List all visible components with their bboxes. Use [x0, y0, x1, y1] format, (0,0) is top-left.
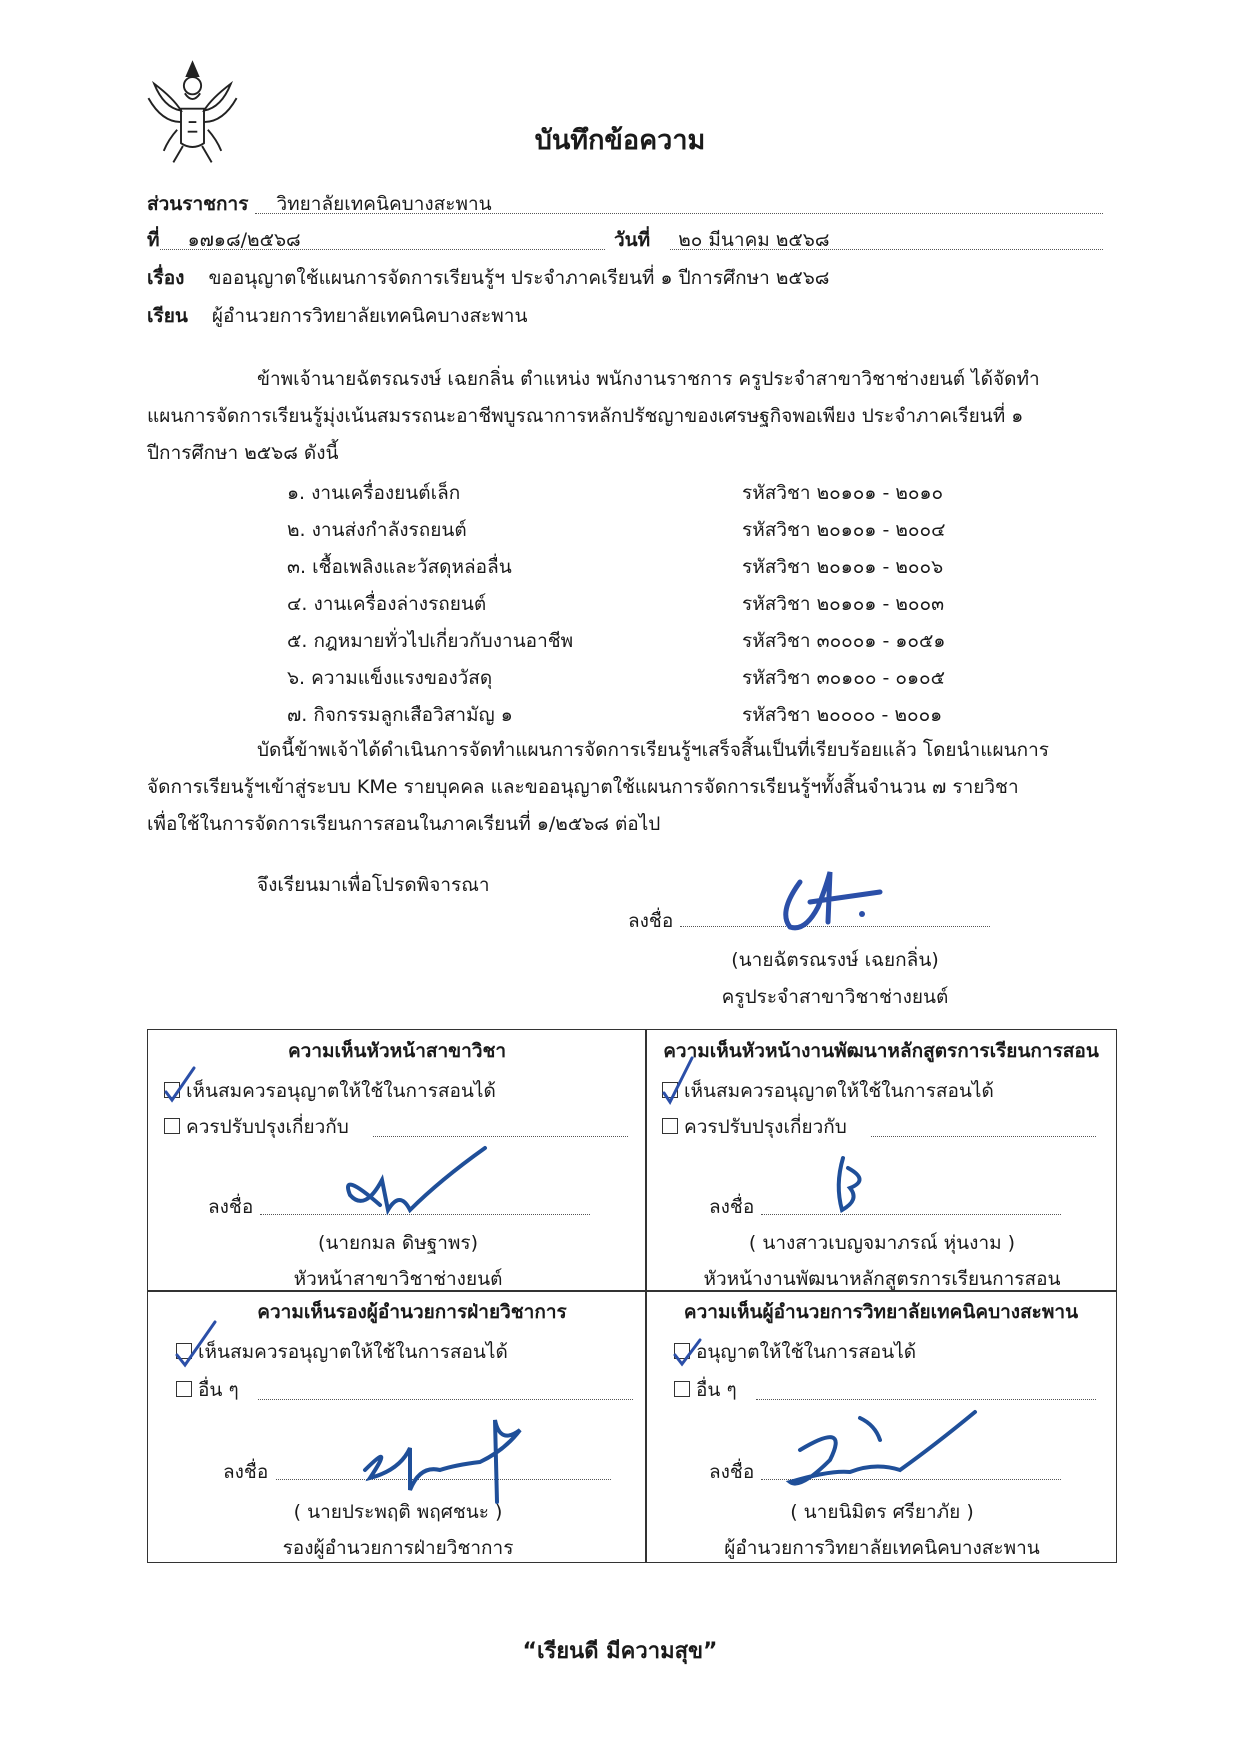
- opinion-position: ผู้อำนวยการวิทยาลัยเทคนิคบางสะพาน: [724, 1537, 1040, 1559]
- checkmark-3: [177, 1322, 215, 1365]
- closing-line: จึงเรียนมาเพื่อโปรดพิจารณา: [257, 874, 490, 896]
- sign-label: ลงชื่อ: [223, 1461, 269, 1483]
- subject-value: ขออนุญาตใช้แผนการจัดการเรียนรู้ฯ ประจำภาคเรียนที่ ๑ ปีการศึกษา ๒๕๖๘: [208, 267, 830, 289]
- option-label: ควรปรับปรุงเกี่ยวกับ: [684, 1116, 847, 1138]
- course-name: ๒. งานส่งกำลังรถยนต์: [287, 519, 467, 541]
- signature-director-stroke: [860, 1418, 880, 1440]
- checkmark-2: [664, 1058, 692, 1102]
- opinion-name: (นายกมล ดิษฐาพร): [317, 1232, 479, 1254]
- sign-label: ลงชื่อ: [628, 910, 674, 932]
- course-code: รหัสวิชา ๓๐๑๐๐ - ๐๑๐๕: [742, 667, 946, 689]
- body-line: ปีการศึกษา ๒๕๖๘ ดังนี้: [147, 442, 339, 464]
- to-value: ผู้อำนวยการวิทยาลัยเทคนิคบางสะพาน: [211, 305, 528, 327]
- course-code: รหัสวิชา ๒๐๑๐๑ - ๒๐๐๓: [742, 593, 945, 615]
- signature-curriculum-head: [839, 1158, 860, 1210]
- signer-name: (นายฉัตรณรงษ์ เฉยกลิ่น): [731, 949, 939, 971]
- page-title: บันทึกข้อความ: [534, 125, 706, 156]
- opinion-heading: ความเห็นผู้อำนวยการวิทยาลัยเทคนิคบางสะพาน: [683, 1301, 1079, 1323]
- opinion-name: ( นายประพฤติ พฤศชนะ ): [293, 1501, 503, 1523]
- ref-label: ที่: [147, 229, 160, 251]
- course-code: รหัสวิชา ๒๐๐๐๐ - ๒๐๐๑: [742, 704, 943, 726]
- option-label: เห็นสมควรอนุญาตให้ใช้ในการสอนได้: [198, 1341, 508, 1363]
- body-line: เพื่อใช้ในการจัดการเรียนการสอนในภาคเรียนที่ ๑/๒๕๖๘ ต่อไป: [147, 813, 661, 835]
- sign-label: ลงชื่อ: [709, 1461, 755, 1483]
- agency-value: วิทยาลัยเทคนิคบางสะพาน: [276, 193, 492, 215]
- opinion-name: ( นางสาวเบญจมาภรณ์ หุ่นงาม ): [748, 1232, 1016, 1254]
- opinion-position: หัวหน้าสาขาวิชาช่างยนต์: [293, 1268, 503, 1290]
- option-label: เห็นสมควรอนุญาตให้ใช้ในการสอนได้: [684, 1080, 994, 1102]
- course-name: ๓. เชื้อเพลิงและวัสดุหล่อลื่น: [287, 556, 512, 578]
- checkmark-4: [675, 1340, 700, 1364]
- body-line: บัดนี้ข้าพเจ้าได้ดำเนินการจัดทำแผนการจัดการเรียนรู้ฯเสร็จสิ้นเป็นที่เรียบร้อยแล้ว โดยนำแผนการ: [257, 739, 1049, 761]
- opinion-heading: ความเห็นหัวหน้างานพัฒนาหลักสูตรการเรียนการสอน: [663, 1040, 1099, 1062]
- body-line: แผนการจัดการเรียนรู้มุ่งเน้นสมรรถนะอาชีพบูรณาการหลักปรัชญาของเศรษฐกิจพอเพียง ประจำภาคเรียนที่ ๑: [147, 405, 1024, 427]
- checkmark-1: [166, 1068, 194, 1100]
- to-label: เรียน: [147, 305, 188, 327]
- ref-value: ๑๗๑๘/๒๕๖๘: [187, 229, 301, 251]
- body-line: จัดการเรียนรู้ฯเข้าสู่ระบบ KMe รายบุคคล และขออนุญาตใช้แผนการจัดการเรียนรู้ฯทั้งสิ้นจำนวน ๗ รายวิชา: [147, 776, 1019, 798]
- opinion-position: รองผู้อำนวยการฝ่ายวิชาการ: [282, 1537, 514, 1559]
- option-label: ควรปรับปรุงเกี่ยวกับ: [186, 1116, 349, 1138]
- signer-position: ครูประจำสาขาวิชาช่างยนต์: [721, 986, 949, 1008]
- agency-label: ส่วนราชการ: [147, 193, 249, 215]
- option-label: เห็นสมควรอนุญาตให้ใช้ในการสอนได้: [186, 1080, 496, 1102]
- sign-label: ลงชื่อ: [709, 1196, 755, 1218]
- signature-department-head: [348, 1148, 485, 1210]
- option-label: อื่น ๆ: [198, 1379, 239, 1401]
- sign-label: ลงชื่อ: [208, 1196, 254, 1218]
- option-label: อนุญาตให้ใช้ในการสอนได้: [696, 1341, 917, 1363]
- subject-label: เรื่อง: [147, 267, 185, 289]
- signature-director: [790, 1412, 975, 1484]
- opinion-heading: ความเห็นหัวหน้าสาขาวิชา: [287, 1040, 507, 1062]
- date-label: วันที่: [614, 229, 651, 251]
- course-code: รหัสวิชา ๒๐๑๐๑ - ๒๐๐๔: [742, 519, 946, 541]
- course-name: ๔. งานเครื่องล่างรถยนต์: [287, 593, 487, 615]
- course-code: รหัสวิชา ๒๐๑๐๑ - ๒๐๑๐: [742, 482, 944, 504]
- opinion-position: หัวหน้างานพัฒนาหลักสูตรการเรียนการสอน: [703, 1268, 1061, 1290]
- footer-motto: “เรียนดี มีความสุข”: [522, 1639, 718, 1664]
- course-name: ๖. ความแข็งแรงของวัสดุ: [287, 667, 493, 689]
- course-name: ๗. กิจกรรมลูกเสือวิสามัญ ๑: [287, 704, 513, 726]
- body-line: ข้าพเจ้านายฉัตรณรงษ์ เฉยกลิ่น ตำแหน่ง พนักงานราชการ ครูประจำสาขาวิชาช่างยนต์ ได้จัดทำ: [257, 368, 1040, 390]
- opinion-name: ( นายนิมิตร ศรียาภัย ): [790, 1501, 974, 1523]
- course-name: ๕. กฎหมายทั่วไปเกี่ยวกับงานอาชีพ: [287, 630, 574, 652]
- signature-deputy-director: [365, 1420, 520, 1502]
- course-code: รหัสวิชา ๓๐๐๐๑ - ๑๐๕๑: [742, 630, 946, 652]
- option-label: อื่น ๆ: [696, 1379, 737, 1401]
- date-value: ๒๐ มีนาคม ๒๕๖๘: [678, 229, 830, 251]
- opinion-heading: ความเห็นรองผู้อำนวยการฝ่ายวิชาการ: [257, 1301, 567, 1323]
- course-name: ๑. งานเครื่องยนต์เล็ก: [287, 482, 461, 504]
- course-code: รหัสวิชา ๒๐๑๐๑ - ๒๐๐๖: [742, 556, 944, 578]
